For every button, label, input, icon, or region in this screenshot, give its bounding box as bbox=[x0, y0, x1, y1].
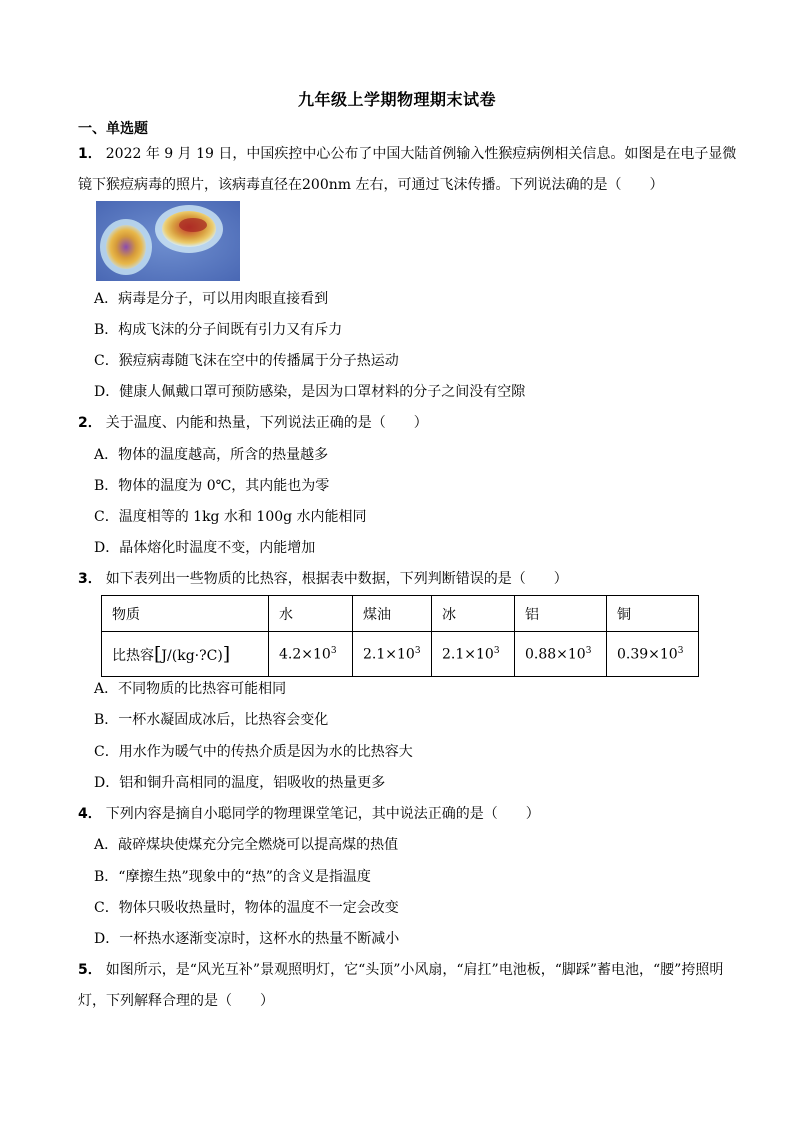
table-cell: 铝 bbox=[515, 596, 607, 632]
question-number: 5． bbox=[78, 962, 102, 978]
table-cell: $2.1\times 10^3$ bbox=[432, 632, 515, 677]
question-number: 3． bbox=[78, 571, 102, 587]
question-3-option-d: D．铝和铜升高相同的温度，铝吸收的热量更多 bbox=[94, 775, 386, 791]
question-2-option-c: C．温度相等的 1kg 水和 100g 水内能相同 bbox=[94, 509, 367, 525]
table-cell: 铜 bbox=[607, 596, 699, 632]
table-cell: 煤油 bbox=[353, 596, 432, 632]
page-title: 九年级上学期物理期末试卷 bbox=[297, 90, 496, 109]
question-number: 4． bbox=[78, 806, 102, 822]
table-header-row bbox=[102, 596, 699, 632]
monkeypox-virus-photo bbox=[96, 201, 240, 281]
question-5-line-2: 灯，下列解释合理的是（ ） bbox=[78, 993, 274, 1009]
question-4-option-b: B．“摩擦生热”现象中的“热”的含义是指温度 bbox=[94, 869, 371, 885]
question-3-option-a: A．不同物质的比热容可能相同 bbox=[94, 681, 287, 697]
question-3-stem: 3． 如下表列出一些物质的比热容，根据表中数据，下列判断错误的是（ ） bbox=[78, 571, 568, 587]
question-1-line-2: 镜下猴痘病毒的照片，该病毒直径在200nm 左右，可通过飞沫传播。下列说法确的是（ ） bbox=[78, 177, 664, 193]
table-cell: $0.88\times 10^3$ bbox=[515, 632, 607, 677]
table-cell: $2.1\times 10^3$ bbox=[353, 632, 432, 677]
question-1-option-d: D．健康人佩戴口罩可预防感染，是因为口罩材料的分子之间没有空隙 bbox=[94, 384, 526, 400]
question-3-option-c: C．用水作为暖气中的传热介质是因为水的比热容大 bbox=[94, 744, 413, 760]
question-2-stem: 2． 关于温度、内能和热量，下列说法正确的是（ ） bbox=[78, 415, 428, 431]
specific-heat-table bbox=[101, 595, 699, 677]
table-cell: 比热容[J/(kg·?C)] bbox=[102, 632, 269, 677]
question-2-option-a: A．物体的温度越高，所含的热量越多 bbox=[94, 447, 329, 463]
question-2-option-b: B．物体的温度为 0℃，其内能也为零 bbox=[94, 478, 330, 494]
question-5-line-1: 5． 如图所示，是“风光互补”景观照明灯，它“头顶”小风扇，“肩扛”电池板，“脚踩”蓄电池，“腰”挎照明 bbox=[78, 962, 724, 978]
table-cell: 水 bbox=[269, 596, 353, 632]
section-heading: 一、单选题 bbox=[78, 121, 148, 137]
question-4-option-c: C．物体只吸收热量时，物体的温度不一定会改变 bbox=[94, 900, 399, 916]
question-number: 2． bbox=[78, 415, 102, 431]
table-cell: $4.2\times 10^3$ bbox=[269, 632, 353, 677]
question-4-option-d: D．一杯热水逐渐变凉时，这杯水的热量不断减小 bbox=[94, 931, 400, 947]
table-cell: 冰 bbox=[432, 596, 515, 632]
question-1-option-b: B．构成飞沫的分子间既有引力又有斥力 bbox=[94, 322, 343, 338]
question-4-option-a: A．敲碎煤块使煤充分完全燃烧可以提高煤的热值 bbox=[94, 837, 399, 853]
question-1-line-1: 1． 2022 年 9 月 19 日，中国疾控中心公布了中国大陆首例输入性猴痘病例相关信息。如图是在电子显微 bbox=[78, 146, 737, 162]
question-1-option-c: C．猴痘病毒随飞沫在空中的传播属于分子热运动 bbox=[94, 353, 399, 369]
question-1-option-a: A．病毒是分子，可以用肉眼直接看到 bbox=[94, 291, 329, 307]
question-4-stem: 4． 下列内容是摘自小聪同学的物理课堂笔记，其中说法正确的是（ ） bbox=[78, 806, 540, 822]
question-number: 1． bbox=[78, 146, 102, 162]
question-2-option-d: D．晶体熔化时温度不变，内能增加 bbox=[94, 540, 316, 556]
question-3-option-b: B．一杯水凝固成冰后，比热容会变化 bbox=[94, 712, 329, 728]
table-cell: 物质 bbox=[102, 596, 269, 632]
table-cell: $0.39\times 10^3$ bbox=[607, 632, 699, 677]
table-row bbox=[102, 632, 699, 677]
